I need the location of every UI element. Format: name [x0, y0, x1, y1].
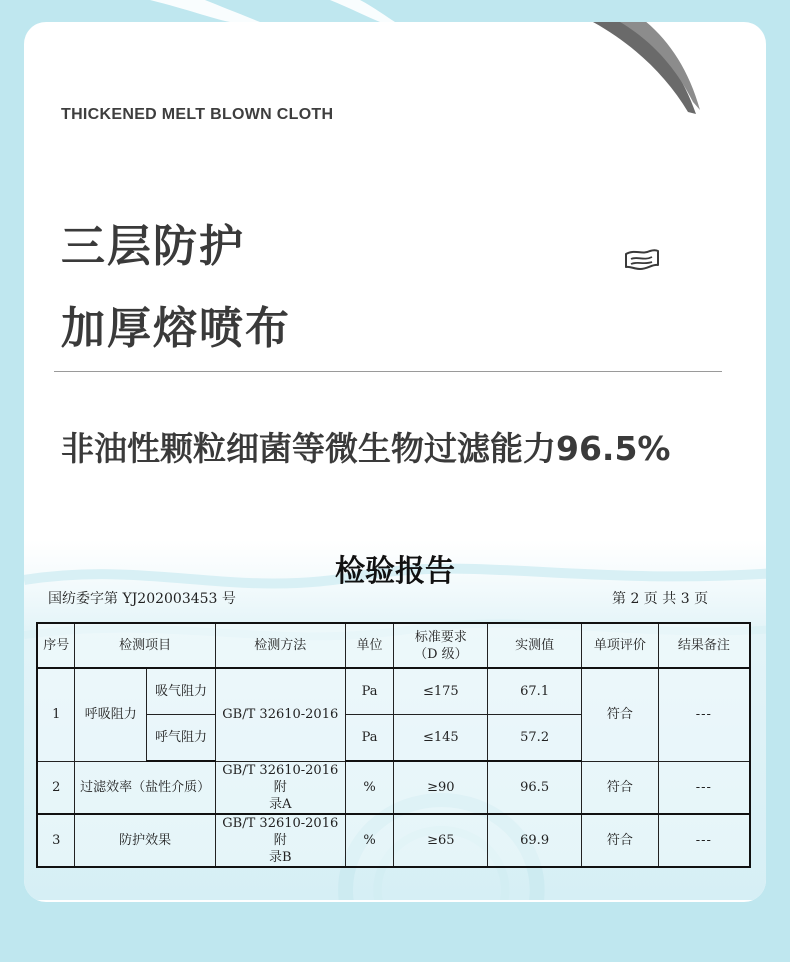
cell-method: [215, 761, 345, 814]
cell-measured: 67.1: [488, 668, 582, 715]
mask-icon: [622, 245, 662, 275]
filter-efficiency-text: 非油性颗粒细菌等微生物过滤能力96.5%: [61, 429, 671, 468]
col-header-remark: 结果备注: [658, 623, 750, 668]
col-header-evaluation: 单项评价: [581, 623, 658, 668]
table-row: [37, 814, 750, 867]
report-title: 检验报告: [335, 554, 455, 589]
table-header-row: [37, 623, 750, 668]
cell-no: 1: [37, 668, 75, 761]
col-header-method: 检测方法: [215, 623, 345, 668]
cell-unit: Pa: [345, 715, 394, 762]
cell-item: 过滤效率（盐性介质）: [75, 761, 216, 814]
cell-subitem: 吸气阻力: [147, 668, 216, 715]
mask-edge-decoration: [24, 22, 766, 152]
cell-subitem: 呼气阻力: [147, 715, 216, 762]
cell-remark: ---: [658, 814, 750, 867]
cell-remark: ---: [658, 761, 750, 814]
col-header-requirement-l2: （D 级）: [414, 646, 468, 662]
cell-method-l1: GB/T 32610-2016 附: [222, 815, 339, 848]
col-header-measured: 实测值: [488, 623, 582, 668]
cell-requirement: ≤145: [394, 715, 488, 762]
cell-unit: Pa: [345, 668, 394, 715]
cell-requirement: ≥90: [394, 761, 488, 814]
col-header-requirement-l1: 标准要求: [414, 629, 467, 645]
report-reference-number: 国纺委字第 YJ202003453 号: [48, 591, 236, 607]
cell-method-l2: 录B: [269, 849, 292, 865]
cell-unit: %: [345, 814, 394, 867]
english-title: THICKENED MELT BLOWN CLOTH: [61, 106, 334, 123]
cell-requirement: ≥65: [394, 814, 488, 867]
inspection-table: [36, 622, 751, 868]
cell-requirement: ≤175: [394, 668, 488, 715]
cell-no: 3: [37, 814, 75, 867]
title-line-2: 加厚熔喷布: [61, 303, 291, 354]
col-header-requirement: [394, 623, 488, 668]
cell-evaluation: 符合: [581, 668, 658, 761]
col-header-item: 检测项目: [75, 623, 216, 668]
table-row: [37, 668, 750, 715]
cell-method-l1: GB/T 32610-2016 附: [222, 762, 339, 795]
cell-method: GB/T 32610-2016: [215, 668, 345, 761]
col-header-unit: 单位: [345, 623, 394, 668]
cell-method: [215, 814, 345, 867]
cell-unit: %: [345, 761, 394, 814]
cell-measured: 69.9: [488, 814, 582, 867]
cell-no: 2: [37, 761, 75, 814]
table-row: [37, 761, 750, 814]
cell-measured: 96.5: [488, 761, 582, 814]
title-line-1: 三层防护: [61, 221, 245, 272]
cell-evaluation: 符合: [581, 814, 658, 867]
report-page-number: 第 2 页 共 3 页: [612, 591, 709, 607]
cell-item: 呼吸阻力: [75, 668, 147, 761]
cell-item: 防护效果: [75, 814, 216, 867]
col-header-no: 序号: [37, 623, 75, 668]
cell-method-l2: 录A: [269, 796, 292, 812]
cell-measured: 57.2: [488, 715, 582, 762]
cell-remark: ---: [658, 668, 750, 761]
cell-evaluation: 符合: [581, 761, 658, 814]
section-divider: [54, 371, 722, 372]
